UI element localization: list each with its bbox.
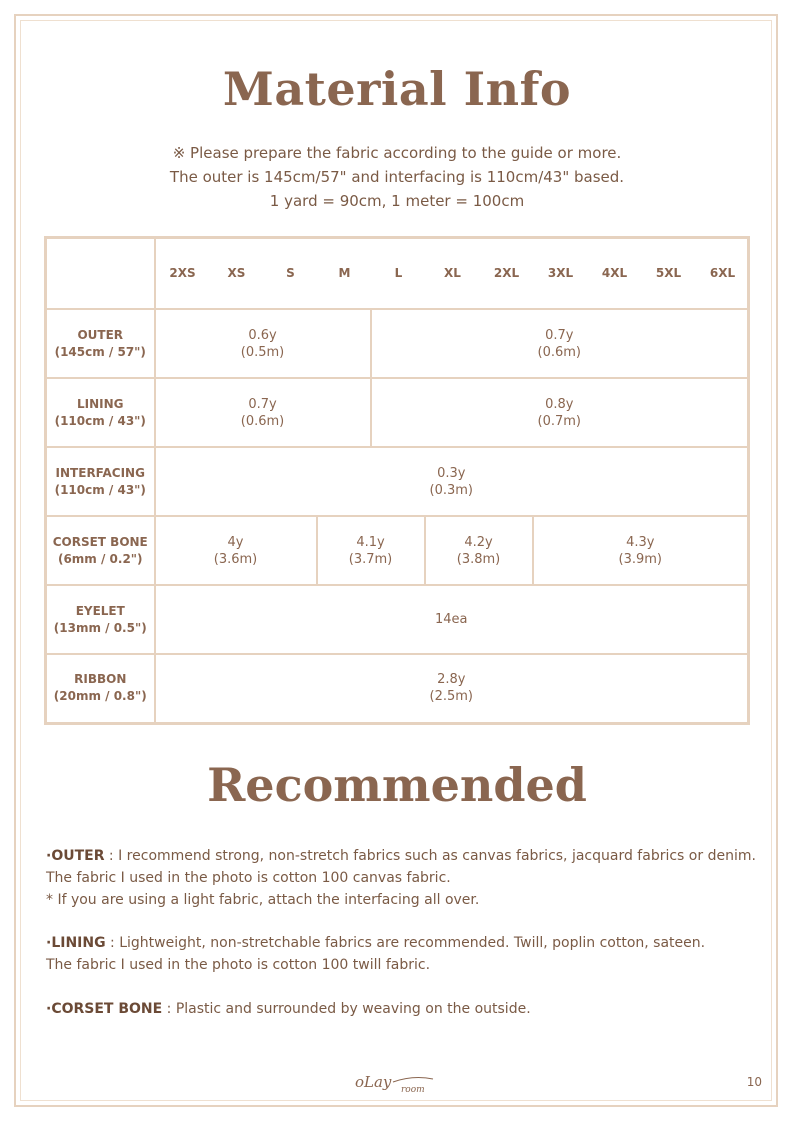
size-label: XL xyxy=(444,266,461,280)
size-label: 6XL xyxy=(709,266,736,280)
corset-bone-recommendation xyxy=(46,998,766,1020)
corset-rec-text: : Plastic and surrounded by weaving on the outside. xyxy=(162,1001,531,1017)
amount-cell xyxy=(425,516,533,585)
amount-meters: (3.7m) xyxy=(348,551,393,567)
row-label-title: CORSET BONE xyxy=(52,534,148,549)
brand-logo xyxy=(355,1073,445,1101)
row-label-spec: (110cm / 43") xyxy=(54,482,146,497)
amount-yards: 0.7y xyxy=(545,327,574,343)
amount-cell xyxy=(533,516,749,585)
row-label-spec: (13mm / 0.5") xyxy=(53,620,147,635)
amount-meters: (0.6m) xyxy=(537,344,581,360)
fabric-notes xyxy=(0,141,794,213)
amount-count: 14ea xyxy=(434,612,468,627)
amount-yards: 4y xyxy=(227,534,244,550)
interfacing-row xyxy=(46,447,749,516)
note-line: 1 yard = 90cm, 1 meter = 100cm xyxy=(269,192,525,210)
outer-recommendation xyxy=(46,845,766,867)
size-header-row xyxy=(46,238,749,310)
outer-rec-text: : I recommend strong, non-stretch fabrics such as canvas fabrics, jacquard fabrics or denim. xyxy=(104,848,756,864)
lining-rec-label: ·LINING xyxy=(46,935,106,951)
size-label: S xyxy=(286,266,295,280)
amount-meters: (2.5m) xyxy=(429,689,473,705)
row-label-spec: (145cm / 57") xyxy=(54,344,146,359)
size-label: 3XL xyxy=(547,266,574,280)
row-label xyxy=(46,585,155,654)
row-label xyxy=(46,516,155,585)
recommended-title: Recommended xyxy=(207,758,587,812)
amount-yards: 0.7y xyxy=(248,396,277,412)
size-label: M xyxy=(338,266,351,280)
lining-rec-line: The fabric I used in the photo is cotton 100 twill fabric. xyxy=(46,957,431,973)
row-label-title: RIBBON xyxy=(74,672,127,687)
size-label: L xyxy=(394,266,403,280)
amount-meters: (0.5m) xyxy=(240,344,285,360)
row-label xyxy=(46,654,155,723)
amount-cell xyxy=(155,585,749,654)
row-label xyxy=(46,447,155,516)
amount-cell xyxy=(155,378,371,447)
amount-cell xyxy=(155,654,749,723)
row-label-spec: (20mm / 0.8") xyxy=(53,689,147,704)
amount-cell xyxy=(155,447,749,516)
row-label-title: EYELET xyxy=(75,603,125,618)
size-label: 2XS xyxy=(169,266,196,280)
recommended-body xyxy=(46,845,766,1020)
amount-yards: 2.8y xyxy=(437,672,466,688)
amount-meters: (3.8m) xyxy=(456,551,501,567)
size-label: 4XL xyxy=(601,266,628,280)
material-table xyxy=(44,236,750,725)
row-label-spec: (6mm / 0.2") xyxy=(57,551,143,566)
corset-rec-label: ·CORSET BONE xyxy=(46,1001,163,1017)
outer-rec-line: The fabric I used in the photo is cotton 100 canvas fabric. xyxy=(46,870,451,886)
amount-cell xyxy=(155,516,317,585)
size-label: XS xyxy=(227,266,246,280)
amount-yards: 0.8y xyxy=(545,396,574,412)
corner-cell xyxy=(46,238,155,310)
amount-yards: 4.2y xyxy=(464,534,493,550)
amount-cell xyxy=(371,378,749,447)
ribbon-row xyxy=(46,654,749,723)
eyelet-row xyxy=(46,585,749,654)
lining-rec-text: : Lightweight, non-stretchable fabrics are recommended. Twill, poplin cotton, sateen. xyxy=(105,935,706,951)
page-title: Material Info xyxy=(222,62,572,116)
size-header xyxy=(155,238,749,310)
amount-meters: (0.3m) xyxy=(429,482,473,498)
amount-meters: (0.7m) xyxy=(537,413,581,429)
outer-rec-label: ·OUTER xyxy=(46,848,105,864)
row-label xyxy=(46,378,155,447)
outer-row xyxy=(46,309,749,378)
row-label-title: LINING xyxy=(76,396,124,411)
lining-recommendation xyxy=(46,932,766,954)
size-label: 2XL xyxy=(493,266,520,280)
lining-row xyxy=(46,378,749,447)
amount-meters: (3.6m) xyxy=(213,551,258,567)
amount-meters: (3.9m) xyxy=(618,551,662,567)
row-label xyxy=(46,309,155,378)
size-label: 5XL xyxy=(655,266,682,280)
amount-yards: 4.3y xyxy=(626,534,655,550)
note-line: The outer is 145cm/57" and interfacing is 110cm/43" based. xyxy=(169,168,625,186)
amount-cell xyxy=(155,309,371,378)
note-line: ※ Please prepare the fabric according to the guide or more. xyxy=(172,144,622,162)
corset-bone-row xyxy=(46,516,749,585)
logo-main: oLay xyxy=(355,1073,392,1091)
logo-sub: room xyxy=(401,1085,425,1095)
logo-swash-icon xyxy=(355,1073,445,1101)
amount-meters: (0.6m) xyxy=(240,413,285,429)
row-label-title: INTERFACING xyxy=(55,465,145,480)
amount-cell xyxy=(317,516,425,585)
row-label-spec: (110cm / 43") xyxy=(54,413,146,428)
amount-yards: 0.6y xyxy=(248,327,277,343)
amount-yards: 4.1y xyxy=(356,534,385,550)
row-label-title: OUTER xyxy=(77,327,124,342)
page-number: 10 xyxy=(746,1075,762,1089)
outer-rec-line: * If you are using a light fabric, attach the interfacing all over. xyxy=(46,892,480,908)
amount-cell xyxy=(371,309,749,378)
amount-yards: 0.3y xyxy=(437,465,466,481)
